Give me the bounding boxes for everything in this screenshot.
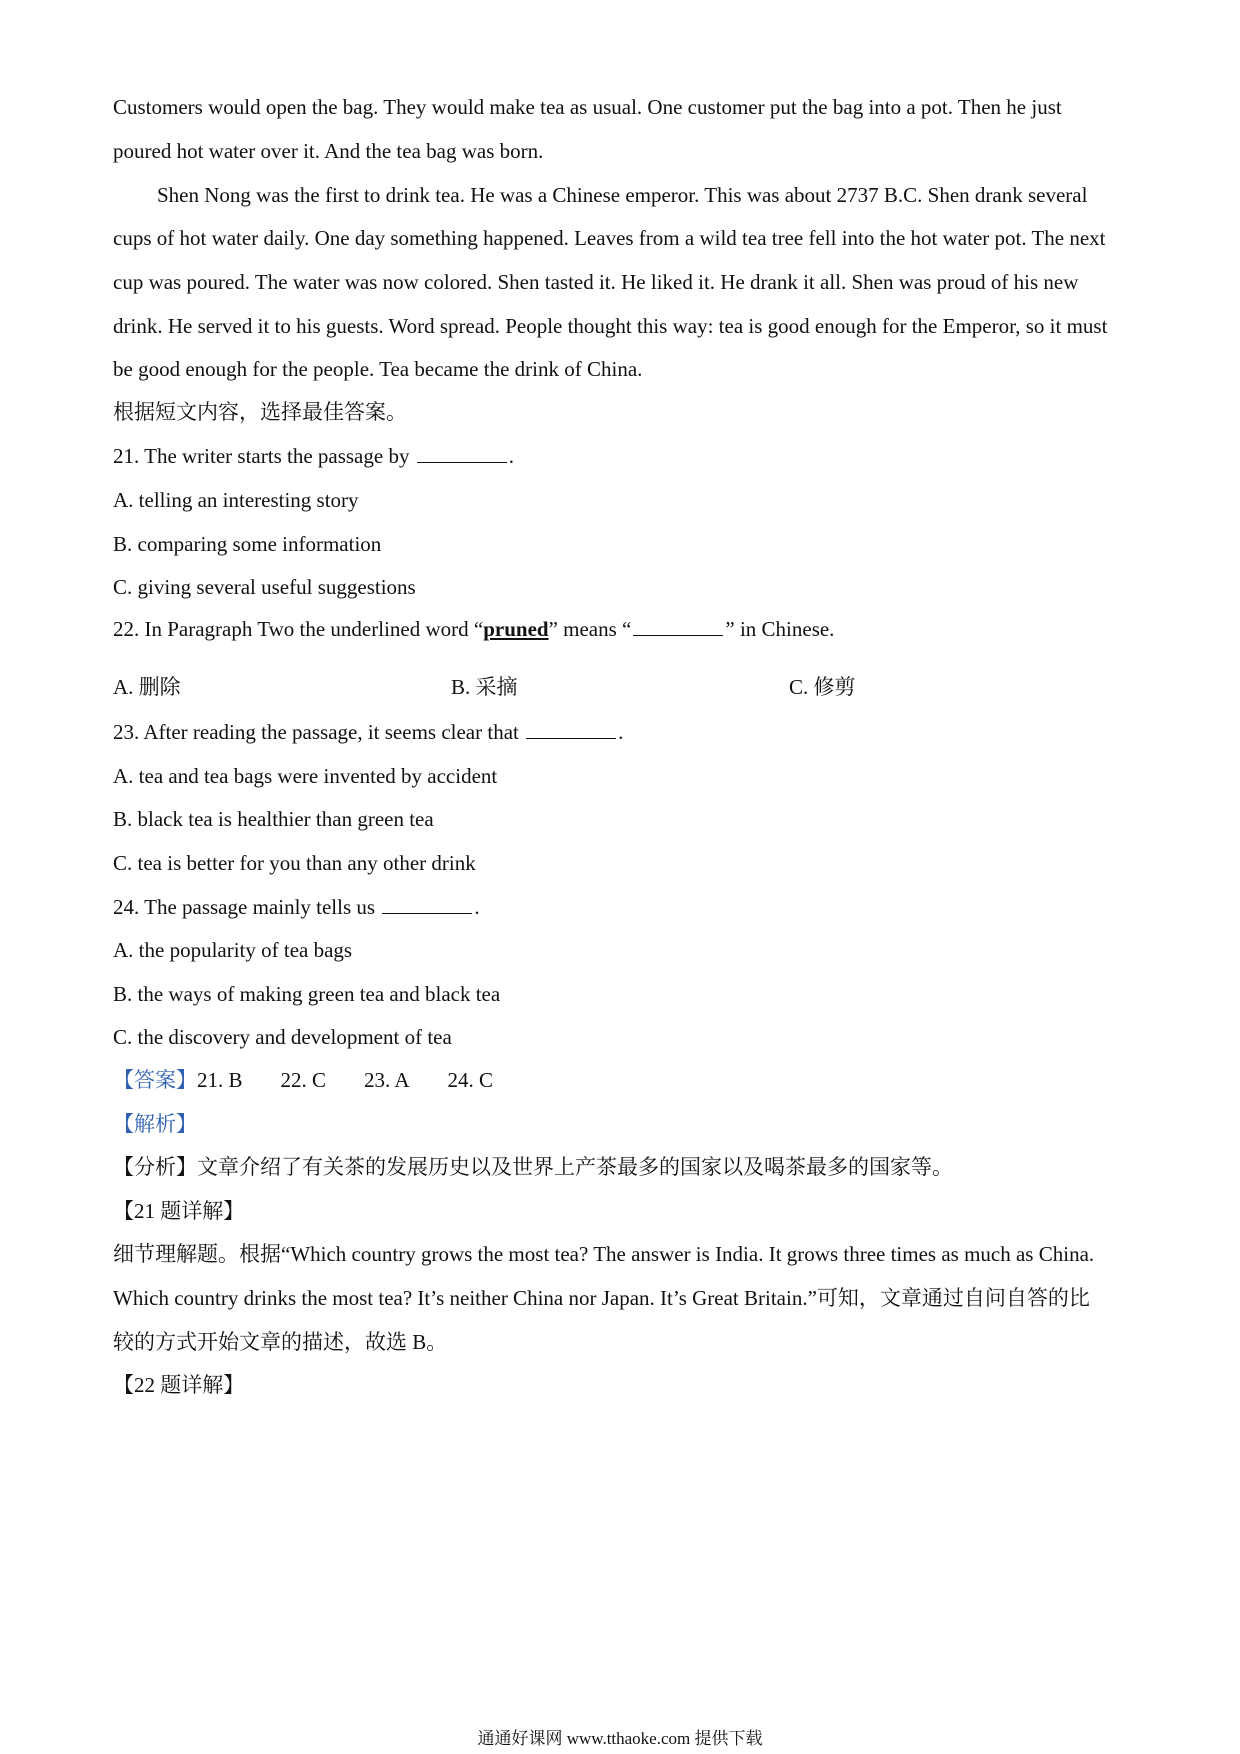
q21-detail-heading: 【21 题详解】: [113, 1199, 245, 1223]
question-stem-text: ” means “: [548, 617, 632, 641]
question-stem-text: 24. The passage mainly tells us: [113, 895, 376, 919]
question-24-option-b: B. the ways of making green tea and black tea: [113, 982, 501, 1006]
question-stem-text: 22. In Paragraph Two the underlined word “: [113, 617, 484, 641]
passage-line: poured hot water over it. And the tea bag was born.: [113, 139, 544, 163]
answer-item: 24. C: [447, 1068, 494, 1092]
answer-blank: [382, 895, 472, 914]
passage-line: cup was poured. The water was now colored. Shen tasted it. He liked it. He drank it all. Shen was proud of his new: [113, 270, 1079, 294]
q21-detail-line: Which country drinks the most tea? It’s neither China nor Japan. It’s Great Britain.”可知，文章通过自问自答的比: [113, 1286, 1090, 1310]
answer-blank: [633, 617, 723, 636]
question-24-option-a: A. the popularity of tea bags: [113, 938, 353, 962]
question-23-option-c: C. tea is better for you than any other drink: [113, 851, 476, 875]
question-21-option-b: B. comparing some information: [113, 532, 382, 556]
answer-item: 21. B: [197, 1068, 243, 1092]
question-23-option-b: B. black tea is healthier than green tea: [113, 807, 434, 831]
question-21-option-a: A. telling an interesting story: [113, 488, 359, 512]
answer-label: 【答案】: [113, 1068, 197, 1092]
stem-end: .: [508, 444, 514, 468]
question-22-option-c: C. 修剪: [789, 675, 856, 699]
q22-detail-heading: 【22 题详解】: [113, 1373, 245, 1397]
passage-line: Shen Nong was the first to drink tea. He was a Chinese emperor. This was about 2737 B.C. Shen drank several: [157, 183, 1088, 207]
analysis-summary: 【分析】文章介绍了有关茶的发展历史以及世界上产茶最多的国家以及喝茶最多的国家等。: [113, 1155, 953, 1179]
analysis-label: 【解析】: [113, 1112, 197, 1136]
question-22-option-b: B. 采摘: [451, 675, 518, 699]
passage-line: cups of hot water daily. One day something happened. Leaves from a wild tea tree fell into the hot water pot. The next: [113, 226, 1106, 250]
passage-line: drink. He served it to his guests. Word spread. People thought this way: tea is good enough for the Emperor, so it must: [113, 314, 1108, 338]
question-stem-text: ” in Chinese.: [725, 617, 835, 641]
question-22-option-a: A. 删除: [113, 675, 181, 699]
stem-end: .: [474, 895, 480, 919]
answer-blank: [526, 720, 616, 739]
instruction: 根据短文内容，选择最佳答案。: [113, 400, 407, 424]
answer-blank: [417, 444, 507, 463]
answer-item: 22. C: [280, 1068, 327, 1092]
underlined-word: pruned: [483, 617, 549, 641]
question-24-option-c: C. the discovery and development of tea: [113, 1025, 452, 1049]
passage-line: be good enough for the people. Tea became the drink of China.: [113, 357, 643, 381]
question-stem-text: 23. After reading the passage, it seems clear that: [113, 720, 519, 744]
q21-detail-line: 较的方式开始文章的描述，故选 B。: [113, 1330, 448, 1354]
question-24-stem: [113, 892, 480, 922]
question-22-options: [113, 672, 1133, 702]
answer-item: 23. A: [364, 1068, 410, 1092]
stem-end: .: [618, 720, 624, 744]
answer-key: [113, 1065, 531, 1095]
question-21-stem: [113, 441, 514, 471]
q21-detail-line: 细节理解题。根据“Which country grows the most tea? The answer is India. It grows three times as much as China.: [113, 1242, 1095, 1266]
question-23-stem: [113, 717, 623, 747]
question-23-option-a: A. tea and tea bags were invented by accident: [113, 764, 498, 788]
passage-line: Customers would open the bag. They would make tea as usual. One customer put the bag into a pot. Then he just: [113, 95, 1062, 119]
page-footer: 通通好课网 www.tthaoke.com 提供下载: [477, 1729, 763, 1748]
question-21-option-c: C. giving several useful suggestions: [113, 575, 416, 599]
question-stem-text: 21. The writer starts the passage by: [113, 444, 410, 468]
question-22-stem: [113, 614, 834, 644]
